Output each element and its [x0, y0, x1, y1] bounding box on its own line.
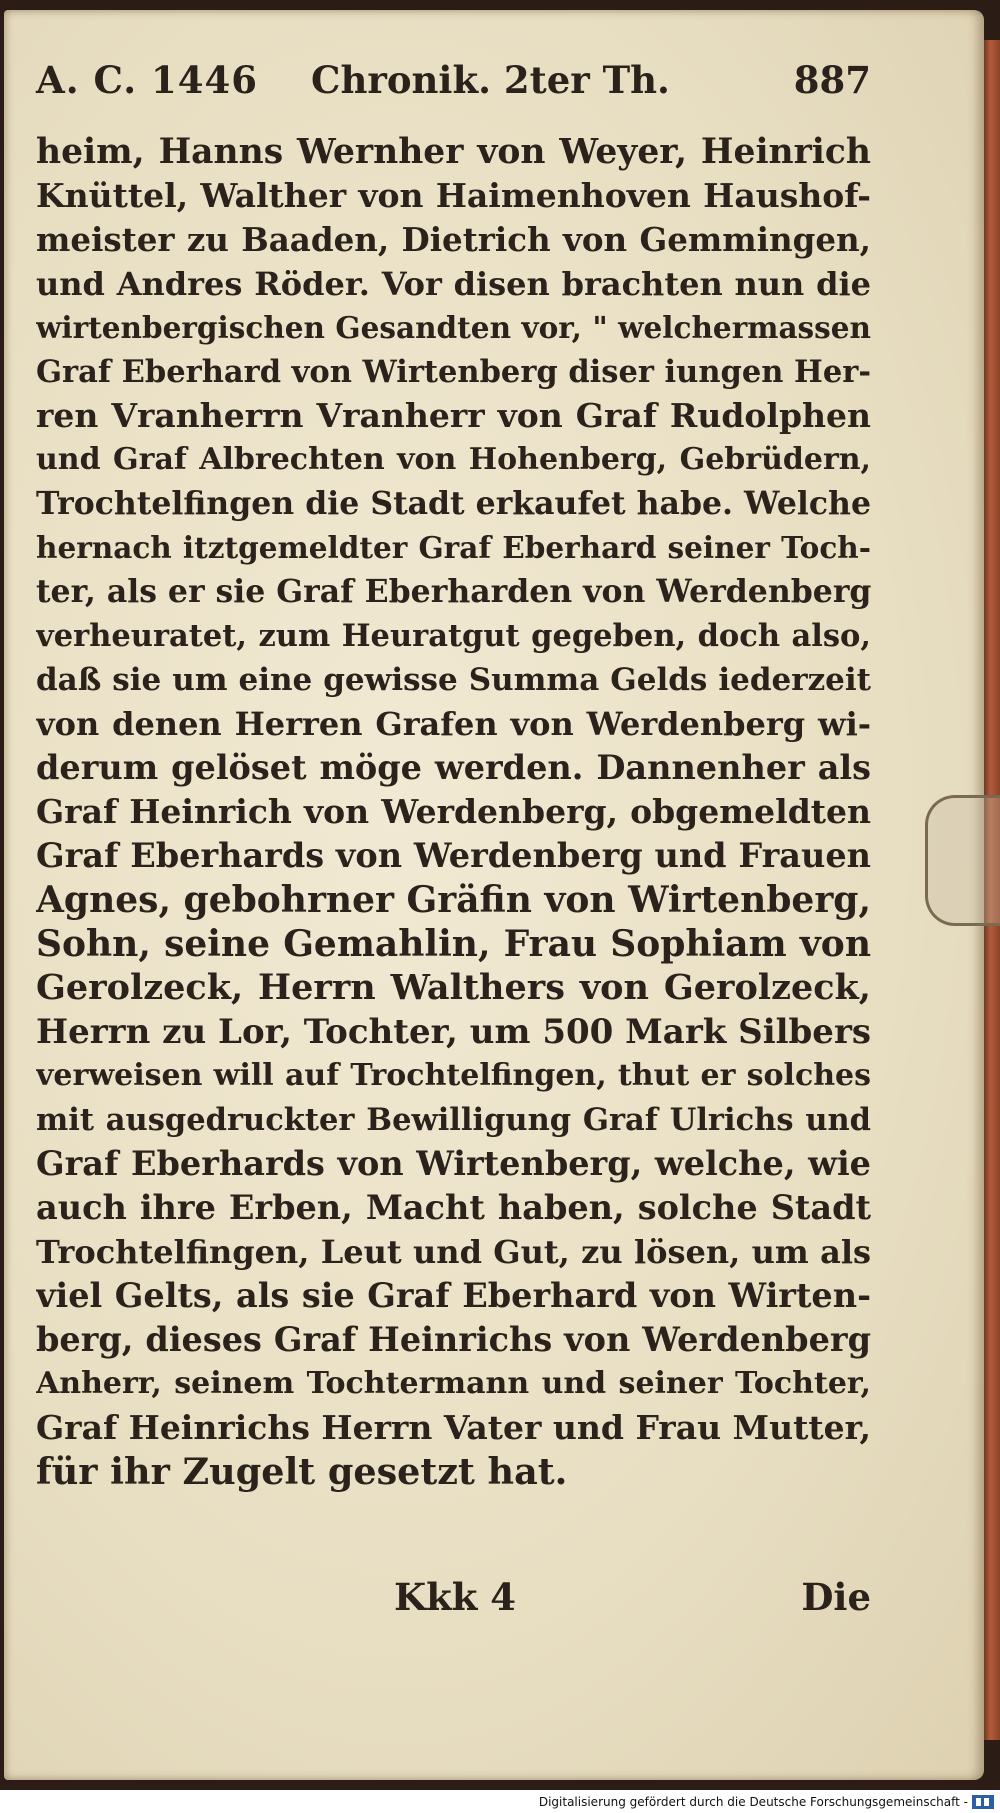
- text-line: heim, Hanns Wernher von Weyer, Heinrich: [36, 132, 871, 172]
- text-line: ren Vranherrn Vranherr von Graf Rudolphen: [36, 396, 871, 435]
- text-line: wirtenbergischen Gesandten vor, " welchermassen: [36, 310, 871, 345]
- text-line: Graf Eberhards von Werdenberg und Frauen: [36, 836, 871, 875]
- text-line: hernach itztgemeldter Graf Eberhard seiner Toch-: [36, 530, 871, 565]
- page-footer: [36, 1575, 871, 1625]
- text-line: Graf Heinrich von Werdenberg, obgemeldten: [36, 792, 871, 831]
- page-number: 887: [793, 58, 871, 102]
- running-head-title: Chronik. 2ter Th.: [311, 58, 670, 102]
- text-line: Sohn, seine Gemahlin, Frau Sophiam von: [36, 923, 871, 965]
- text-line: viel Gelts, als sie Graf Eberhard von Wirten-: [36, 1276, 871, 1315]
- text-line: und Graf Albrechten von Hohenberg, Gebrüdern,: [36, 442, 871, 477]
- text-line: Knüttel, Walther von Haimenhoven Haushof-: [36, 176, 871, 215]
- text-line: mit ausgedruckter Bewilligung Graf Ulrichs und: [36, 1102, 871, 1138]
- text-line: Trochtelfingen, Leut und Gut, zu lösen, um als: [36, 1233, 871, 1271]
- text-line: Graf Heinrichs Herrn Vater und Frau Mutter,: [36, 1408, 871, 1447]
- running-head-year: A. C. 1446: [36, 58, 259, 102]
- dfg-logo-icon: [972, 1795, 994, 1809]
- text-line: verweisen will auf Trochtelfingen, thut er solches: [36, 1058, 871, 1093]
- text-line: und Andres Röder. Vor disen brachten nun die: [36, 265, 871, 303]
- credit-text: Digitalisierung gefördert durch die Deutsche Forschungsgemeinschaft -: [538, 1795, 968, 1809]
- catchword: Die: [801, 1575, 871, 1619]
- text-line: Anherr, seinem Tochtermann und seiner Tochter,: [36, 1366, 871, 1401]
- text-line: von denen Herren Grafen von Werdenberg wi-: [36, 705, 871, 743]
- text-line: Graf Eberhard von Wirtenberg diser iungen Her-: [36, 354, 871, 390]
- text-line: auch ihre Erben, Macht haben, solche Stadt: [36, 1188, 871, 1227]
- text-line: verheuratet, zum Heuratgut gegeben, doch also,: [36, 618, 871, 654]
- book-clasp: [925, 795, 1000, 926]
- text-line: meister zu Baaden, Dietrich von Gemmingen,: [36, 220, 871, 259]
- text-line: derum gelöset möge werden. Dannenher als: [36, 748, 871, 787]
- digitization-credit: [539, 1793, 994, 1811]
- text-line: ter, als er sie Graf Eberharden von Werdenberg: [36, 573, 871, 610]
- signature-mark: Kkk 4: [394, 1575, 517, 1619]
- body-text: [36, 130, 871, 1494]
- running-head: [36, 58, 871, 108]
- text-line: für ihr Zugelt gesetzt hat.: [36, 1450, 568, 1493]
- text-line: Trochtelfingen die Stadt erkaufet habe. Welche: [36, 485, 871, 522]
- text-line: Gerolzeck, Herrn Walthers von Gerolzeck,: [36, 967, 871, 1008]
- text-line: Agnes, gebohrner Gräfin von Wirtenberg,: [36, 879, 871, 921]
- text-line: Graf Eberhards von Wirtenberg, welche, wie: [36, 1144, 871, 1183]
- text-line: Herrn zu Lor, Tochter, um 500 Mark Silbers: [36, 1012, 871, 1052]
- text-line: berg, dieses Graf Heinrichs von Werdenberg: [36, 1320, 871, 1359]
- text-line: daß sie um eine gewisse Summa Gelds iederzeit: [36, 662, 871, 698]
